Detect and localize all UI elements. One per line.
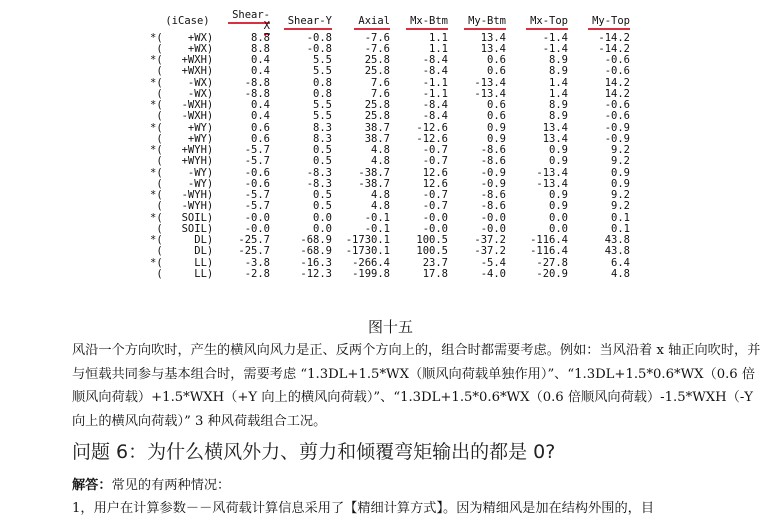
- figure-caption: 图十五: [367, 318, 413, 336]
- table-cell-value: 0.9: [549, 189, 568, 201]
- table-cell-value: -5.7: [244, 155, 270, 168]
- table-cell-value: -0.1: [364, 222, 390, 235]
- table-cell-value: -8.6: [480, 144, 506, 156]
- table-cell-value: -25.7: [238, 245, 270, 258]
- table-cell-value: 13.4: [542, 132, 568, 145]
- table-cell-value: 0.9: [611, 166, 630, 179]
- table-cell-value: 38.7: [364, 132, 390, 145]
- table-cell-value: -8.6: [480, 189, 506, 201]
- table-cell-value: 25.8: [364, 110, 390, 123]
- table-cell-value: -12.6: [416, 132, 448, 145]
- table-cell-case: ( +WY): [150, 132, 214, 145]
- table-cell-value: 4.8: [371, 200, 390, 213]
- table-cell-value: -8.3: [306, 166, 332, 179]
- table-cell-value: 13.4: [542, 121, 568, 134]
- table-cell-value: -0.7: [422, 155, 448, 168]
- table-cell-value: 8.8: [251, 42, 270, 55]
- table-cell-value: -14.2: [598, 31, 630, 44]
- table-cell-value: 0.6: [487, 110, 506, 123]
- table-header-row: [150, 10, 630, 33]
- table-cell-value: -37.2: [474, 234, 506, 246]
- col-header-shear-y: Shear-Y: [270, 10, 332, 33]
- table-cell-value: -13.4: [536, 166, 568, 179]
- table-cell-case: *( +WXH): [150, 54, 214, 66]
- table-cell-value: -8.8: [244, 87, 270, 100]
- table-cell-value: -0.0: [480, 222, 506, 235]
- table-cell-value: -266.4: [352, 256, 390, 269]
- table-cell-value: -0.9: [604, 121, 630, 134]
- table-cell-value: -5.7: [244, 189, 270, 201]
- table-cell-value: -199.8: [352, 267, 390, 280]
- table-cell-value: -37.2: [474, 245, 506, 258]
- table-cell-value: -13.4: [474, 87, 506, 100]
- table-cell-value: -0.8: [306, 42, 332, 55]
- table-cell-value: -5.7: [244, 200, 270, 213]
- table-cell-value: -68.9: [300, 245, 332, 258]
- col-header-my-btm: My-Btm: [448, 10, 506, 33]
- table-cell-case: *( -WXH): [150, 99, 214, 111]
- table-cell-case: *( -WYH): [150, 189, 214, 201]
- table-cell-value: 8.3: [313, 121, 332, 134]
- table-cell-value: -12.3: [300, 267, 332, 280]
- table-row: [150, 269, 630, 280]
- body-paragraph: 风沿一个方向吹时，产生的横风向风力是正、反两个方向上的，组合时都需要考虑。例如：当风沿着 x 轴正向吹时，并与恒载共同参与基本组合时，需要考虑 “1.3DL+1.5*WX（顺风向荷载单独作用）”、“1.3DL+1.5*0.6*WX（0.6 倍顺风向荷载）+1.5*WXH（+Y 向上的横风向荷载）”、“1.3DL+1.5*0.6*WX（0.6 倍顺风向荷载）-1.5*WXH（-Y 向上的横风向荷载）” 3 种风荷载组合工况。: [72, 343, 761, 429]
- table-row: [150, 201, 630, 212]
- table-cell-value: 0.4: [251, 54, 270, 66]
- table-cell-value: -38.7: [358, 177, 390, 190]
- table-cell-value: 0.5: [313, 155, 332, 168]
- table-cell-value: -3.8: [244, 256, 270, 269]
- table-cell-value: -2.8: [244, 267, 270, 280]
- table-cell-case: ( -WYH): [150, 200, 214, 213]
- table-cell-value: 0.9: [487, 132, 506, 145]
- table-cell-value: -8.6: [480, 200, 506, 213]
- table-cell-value: -12.6: [416, 121, 448, 134]
- table-cell-value: 0.6: [487, 65, 506, 78]
- table-cell-value: -27.8: [536, 256, 568, 269]
- question-heading: 问题 6：为什么横风外力、剪力和倾覆弯矩输出的都是 0?: [72, 441, 556, 463]
- table-cell-value: -8.4: [422, 110, 448, 123]
- table-cell-value: 0.0: [549, 211, 568, 224]
- col-header-shear-x: Shear-X: [225, 10, 270, 33]
- table-cell-value: -1.4: [542, 31, 568, 44]
- table-cell-value: -0.0: [422, 222, 448, 235]
- table-cell-case: *( +WY): [150, 121, 214, 134]
- table-cell-value: -8.6: [480, 155, 506, 168]
- table-cell-value: -8.4: [422, 99, 448, 111]
- table-cell-value: 0.0: [313, 211, 332, 224]
- table-cell-value: 0.9: [549, 144, 568, 156]
- table-cell-value: -0.6: [604, 65, 630, 78]
- table-cell-value: 0.0: [313, 222, 332, 235]
- table-cell-value: 0.5: [313, 144, 332, 156]
- table-row: [150, 66, 630, 77]
- table-cell-value: 4.8: [611, 267, 630, 280]
- table-cell-value: -7.6: [364, 31, 390, 44]
- table-cell-value: 14.2: [604, 76, 630, 89]
- table-cell-value: 0.8: [313, 87, 332, 100]
- table-cell-value: -5.4: [480, 256, 506, 269]
- table-cell-value: 8.9: [549, 110, 568, 123]
- table-row: [150, 246, 630, 257]
- table-cell-value: 8.9: [549, 65, 568, 78]
- table-cell-value: -20.9: [536, 267, 568, 280]
- table-cell-value: 7.6: [371, 76, 390, 89]
- table-cell-case: *( +WX): [150, 31, 214, 44]
- table-cell-value: 5.5: [313, 99, 332, 111]
- table-cell-value: 0.0: [549, 222, 568, 235]
- answer-text: 常见的有两种情况：: [111, 478, 231, 493]
- table-cell-value: 8.3: [313, 132, 332, 145]
- table-cell-value: 25.8: [364, 65, 390, 78]
- table-cell-value: 0.6: [487, 54, 506, 66]
- table-cell-value: -8.3: [306, 177, 332, 190]
- table-cell-value: 9.2: [611, 144, 630, 156]
- table-cell-value: 0.1: [611, 222, 630, 235]
- table-cell-value: 8.8: [251, 31, 270, 44]
- table-cell-value: 25.8: [364, 99, 390, 111]
- table-cell-case: ( SOIL): [150, 222, 214, 235]
- table-cell-case: *( -WY): [150, 166, 214, 179]
- table-cell-value: -0.6: [244, 166, 270, 179]
- table-cell-value: 5.5: [313, 54, 332, 66]
- table-cell-value: 0.4: [251, 99, 270, 111]
- table-cell-case: ( -WY): [150, 177, 214, 190]
- table-cell-value: 4.8: [371, 189, 390, 201]
- table-cell-value: -0.6: [604, 54, 630, 66]
- table-cell-case: *( DL): [150, 234, 214, 246]
- table-cell-value: -1.1: [422, 87, 448, 100]
- table-cell-value: -0.0: [480, 211, 506, 224]
- table-cell-case: ( LL): [150, 267, 214, 280]
- answer-item-1: 1，用户在计算参数－－风荷载计算信息采用了【精细计算方式】。因为精细风是加在结构外围的，目: [72, 501, 655, 516]
- table-cell-value: -116.4: [530, 234, 568, 246]
- table-cell-value: -25.7: [238, 234, 270, 246]
- table-cell-value: -0.0: [244, 222, 270, 235]
- table-cell-value: 0.4: [251, 65, 270, 78]
- table-cell-value: 43.8: [604, 245, 630, 258]
- table-cell-value: 13.4: [480, 42, 506, 55]
- table-cell-value: 4.8: [371, 144, 390, 156]
- table-cell-value: -1730.1: [345, 234, 390, 246]
- table-cell-value: 23.7: [422, 256, 448, 269]
- table-cell-case: *( +WYH): [150, 144, 214, 156]
- table-cell-value: 0.6: [487, 99, 506, 111]
- table-cell-value: 0.4: [251, 110, 270, 123]
- table-cell-case: ( -WX): [150, 87, 214, 100]
- table-cell-value: 13.4: [480, 31, 506, 44]
- table-cell-value: -0.0: [244, 211, 270, 224]
- table-cell-value: 0.5: [313, 189, 332, 201]
- table-cell-value: -0.0: [422, 211, 448, 224]
- table-cell-case: ( +WXH): [150, 65, 214, 78]
- table-cell-value: 0.6: [251, 121, 270, 134]
- table-cell-value: -5.7: [244, 144, 270, 156]
- table-cell-value: -68.9: [300, 234, 332, 246]
- col-header-axial: Axial: [332, 10, 390, 33]
- col-header-mx-btm: Mx-Btm: [390, 10, 448, 33]
- table-cell-value: -38.7: [358, 166, 390, 179]
- col-header-my-top: My-Top: [568, 10, 630, 33]
- table-cell-value: -0.6: [604, 110, 630, 123]
- table-cell-value: -8.4: [422, 65, 448, 78]
- table-cell-value: -0.7: [422, 189, 448, 201]
- force-table: [150, 10, 630, 280]
- table-cell-value: -16.3: [300, 256, 332, 269]
- table-cell-value: 1.4: [549, 76, 568, 89]
- table-cell-value: 38.7: [364, 121, 390, 134]
- table-cell-value: -1.1: [422, 76, 448, 89]
- table-cell-case: ( +WYH): [150, 155, 214, 168]
- table-cell-value: 0.1: [611, 211, 630, 224]
- table-cell-value: 9.2: [611, 200, 630, 213]
- table-cell-value: -4.0: [480, 267, 506, 280]
- table-cell-value: 4.8: [371, 155, 390, 168]
- table-cell-value: -116.4: [530, 245, 568, 258]
- table-cell-value: 1.1: [429, 42, 448, 55]
- table-cell-case: ( +WX): [150, 42, 214, 55]
- table-cell-value: 0.9: [549, 155, 568, 168]
- table-cell-value: -0.1: [364, 211, 390, 224]
- table-cell-value: 1.1: [429, 31, 448, 44]
- table-cell-value: -0.7: [422, 200, 448, 213]
- table-cell-value: -7.6: [364, 42, 390, 55]
- table-cell-value: 0.9: [549, 200, 568, 213]
- table-cell-value: -0.6: [244, 177, 270, 190]
- table-cell-value: 9.2: [611, 189, 630, 201]
- table-cell-value: -1730.1: [345, 245, 390, 258]
- table-row: [150, 111, 630, 122]
- table-cell-value: 0.5: [313, 200, 332, 213]
- table-cell-value: -0.9: [480, 177, 506, 190]
- table-cell-value: 100.5: [416, 245, 448, 258]
- table-cell-value: -13.4: [474, 76, 506, 89]
- col-header-icase: (iCase): [165, 14, 210, 27]
- table-cell-value: -8.4: [422, 54, 448, 66]
- table-cell-case: ( DL): [150, 245, 214, 258]
- table-cell-value: 100.5: [416, 234, 448, 246]
- table-cell-value: 12.6: [422, 177, 448, 190]
- table-cell-value: -14.2: [598, 42, 630, 55]
- table-cell-value: -0.9: [604, 132, 630, 145]
- table-cell-value: 14.2: [604, 87, 630, 100]
- table-cell-value: 8.9: [549, 99, 568, 111]
- table-cell-case: *( SOIL): [150, 211, 214, 224]
- table-cell-value: 8.9: [549, 54, 568, 66]
- table-cell-case: ( -WXH): [150, 110, 214, 123]
- table-cell-value: 5.5: [313, 65, 332, 78]
- table-cell-value: 1.4: [549, 87, 568, 100]
- answer-line: [72, 474, 230, 493]
- table-cell-value: 0.6: [251, 132, 270, 145]
- table-cell-value: 12.6: [422, 166, 448, 179]
- table-cell-value: -0.8: [306, 31, 332, 44]
- table-cell-case: *( LL): [150, 256, 214, 269]
- table-cell-value: -13.4: [536, 177, 568, 190]
- table-cell-value: 25.8: [364, 54, 390, 66]
- table-cell-value: -0.6: [604, 99, 630, 111]
- table-cell-value: -0.7: [422, 144, 448, 156]
- table-row: [150, 156, 630, 167]
- table-cell-value: 0.9: [487, 121, 506, 134]
- table-cell-value: 6.4: [611, 256, 630, 269]
- table-cell-case: *( -WX): [150, 76, 214, 89]
- answer-label: 解答：: [72, 478, 112, 493]
- table-cell-value: 7.6: [371, 87, 390, 100]
- table-cell-value: 5.5: [313, 110, 332, 123]
- col-header-mx-top: Mx-Top: [506, 10, 568, 33]
- table-cell-value: 9.2: [611, 155, 630, 168]
- table-cell-value: -8.8: [244, 76, 270, 89]
- table-cell-value: 0.8: [313, 76, 332, 89]
- table-cell-value: 43.8: [604, 234, 630, 246]
- table-cell-value: -0.9: [480, 166, 506, 179]
- table-cell-value: 0.9: [611, 177, 630, 190]
- table-cell-value: -1.4: [542, 42, 568, 55]
- table-cell-value: 17.8: [422, 267, 448, 280]
